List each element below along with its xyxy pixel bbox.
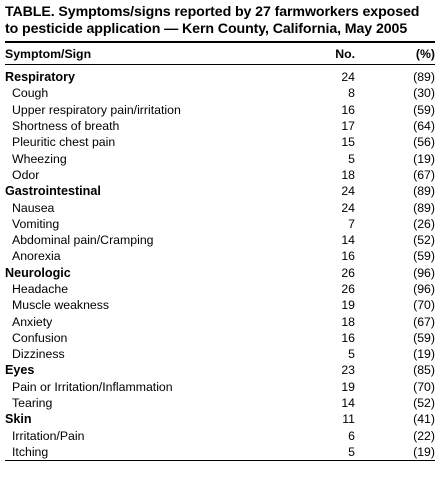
symptom-count: 18	[341, 314, 355, 329]
category-count: 24	[341, 70, 355, 85]
symptom-percent: (64)	[413, 119, 435, 134]
symptom-row	[5, 346, 435, 362]
symptom-percent: (56)	[413, 135, 435, 150]
symptom-row	[5, 118, 435, 134]
symptom-label: Anorexia	[12, 249, 61, 264]
category-row	[5, 362, 435, 378]
symptom-row	[5, 232, 435, 248]
symptom-percent: (89)	[413, 200, 435, 215]
symptom-count: 18	[341, 167, 355, 182]
category-count: 11	[342, 412, 355, 427]
header-symptom-sign: Symptom/Sign	[5, 46, 92, 61]
symptom-percent: (70)	[413, 298, 435, 313]
symptom-count: 5	[348, 151, 355, 166]
category-label: Gastrointestinal	[5, 184, 101, 199]
header-row	[5, 43, 435, 64]
symptom-percent: (30)	[413, 86, 435, 101]
header-percent: (%)	[415, 46, 435, 61]
table-body	[5, 64, 435, 460]
category-percent: (89)	[413, 184, 435, 199]
symptom-percent: (26)	[413, 216, 435, 231]
symptom-label: Muscle weakness	[12, 298, 110, 313]
symptom-row	[5, 134, 435, 150]
symptom-label: Shortness of breath	[12, 119, 120, 134]
symptom-count: 26	[341, 282, 355, 296]
table-title: TABLE. Symptoms/signs reported by 27 farmworkers exposed to pesticide application — Kern County, California, May 2005	[5, 4, 420, 37]
symptom-row	[5, 167, 435, 183]
symptom-row	[5, 199, 435, 215]
bottom-rule	[5, 460, 435, 461]
symptom-count: 8	[348, 86, 355, 101]
symptom-row	[5, 150, 435, 166]
category-count: 23	[341, 363, 355, 378]
symptom-row	[5, 379, 435, 395]
symptom-label: Wheezing	[12, 151, 67, 166]
symptom-label: Anxiety	[12, 314, 53, 329]
category-row	[5, 265, 435, 281]
symptom-percent: (59)	[413, 102, 435, 117]
table-header	[5, 43, 435, 64]
symptom-count: 6	[348, 428, 355, 443]
category-row	[5, 411, 435, 427]
symptom-label: Confusion	[12, 330, 68, 345]
symptom-percent: (19)	[413, 444, 435, 459]
symptom-row	[5, 248, 435, 264]
symptom-count: 14	[341, 396, 355, 411]
symptom-label: Irritation/Pain	[12, 428, 85, 443]
symptom-label: Pain or Irritation/Inflammation	[12, 379, 173, 394]
symptom-label: Pleuritic chest pain	[12, 135, 116, 150]
category-label: Skin	[5, 412, 32, 427]
symptom-percent: (59)	[413, 249, 435, 264]
symptom-label: Nausea	[12, 200, 55, 215]
symptom-percent: (52)	[413, 233, 435, 248]
symptom-count: 16	[341, 249, 355, 264]
category-label: Neurologic	[5, 265, 71, 280]
symptom-label: Tearing	[12, 396, 53, 411]
symptom-count: 7	[348, 216, 355, 231]
symptom-label: Vomiting	[12, 216, 60, 231]
symptom-percent: (70)	[413, 379, 435, 394]
symptom-row	[5, 330, 435, 346]
symptom-row	[5, 85, 435, 101]
symptom-row	[5, 444, 435, 460]
symptom-count: 19	[341, 298, 355, 313]
symptom-count: 19	[341, 379, 355, 394]
category-label: Eyes	[5, 363, 35, 378]
symptom-percent: (67)	[413, 314, 435, 329]
symptom-percent: (59)	[413, 330, 435, 345]
symptom-label: Odor	[12, 167, 40, 182]
symptom-count: 5	[348, 444, 355, 459]
symptom-percent: (19)	[413, 151, 435, 166]
symptom-count: 24	[341, 200, 355, 215]
category-count: 24	[341, 184, 355, 199]
symptom-label: Headache	[12, 282, 69, 296]
symptom-percent: (19)	[413, 347, 435, 362]
category-percent: (89)	[413, 70, 435, 85]
category-label: Respiratory	[5, 70, 75, 85]
category-percent: (96)	[413, 265, 435, 280]
category-row	[5, 183, 435, 199]
symptom-count: 5	[348, 347, 355, 362]
symptom-row	[5, 102, 435, 118]
symptom-label: Upper respiratory pain/irritation	[12, 102, 181, 117]
symptom-count: 16	[341, 102, 355, 117]
category-row	[5, 69, 435, 85]
symptom-label: Cough	[12, 86, 49, 101]
table-container	[5, 0, 435, 461]
symptom-row	[5, 428, 435, 444]
symptom-row	[5, 281, 435, 297]
symptom-row	[5, 297, 435, 313]
symptom-label: Itching	[12, 444, 49, 459]
symptom-percent: (96)	[413, 282, 435, 296]
symptom-row	[5, 395, 435, 411]
symptom-label: Dizziness	[12, 347, 65, 362]
symptom-label: Abdominal pain/Cramping	[12, 233, 154, 248]
symptom-percent: (67)	[413, 167, 435, 182]
symptoms-table	[5, 43, 435, 460]
symptom-count: 17	[341, 119, 355, 134]
category-percent: (85)	[413, 363, 435, 378]
category-count: 26	[341, 265, 355, 280]
symptom-row	[5, 313, 435, 329]
symptom-count: 14	[341, 233, 355, 248]
header-number: No.	[335, 46, 355, 61]
symptom-row	[5, 216, 435, 232]
symptom-count: 16	[341, 330, 355, 345]
symptom-percent: (52)	[413, 396, 435, 411]
symptom-count: 15	[341, 135, 355, 150]
category-percent: (41)	[413, 412, 435, 427]
symptom-percent: (22)	[413, 428, 435, 443]
